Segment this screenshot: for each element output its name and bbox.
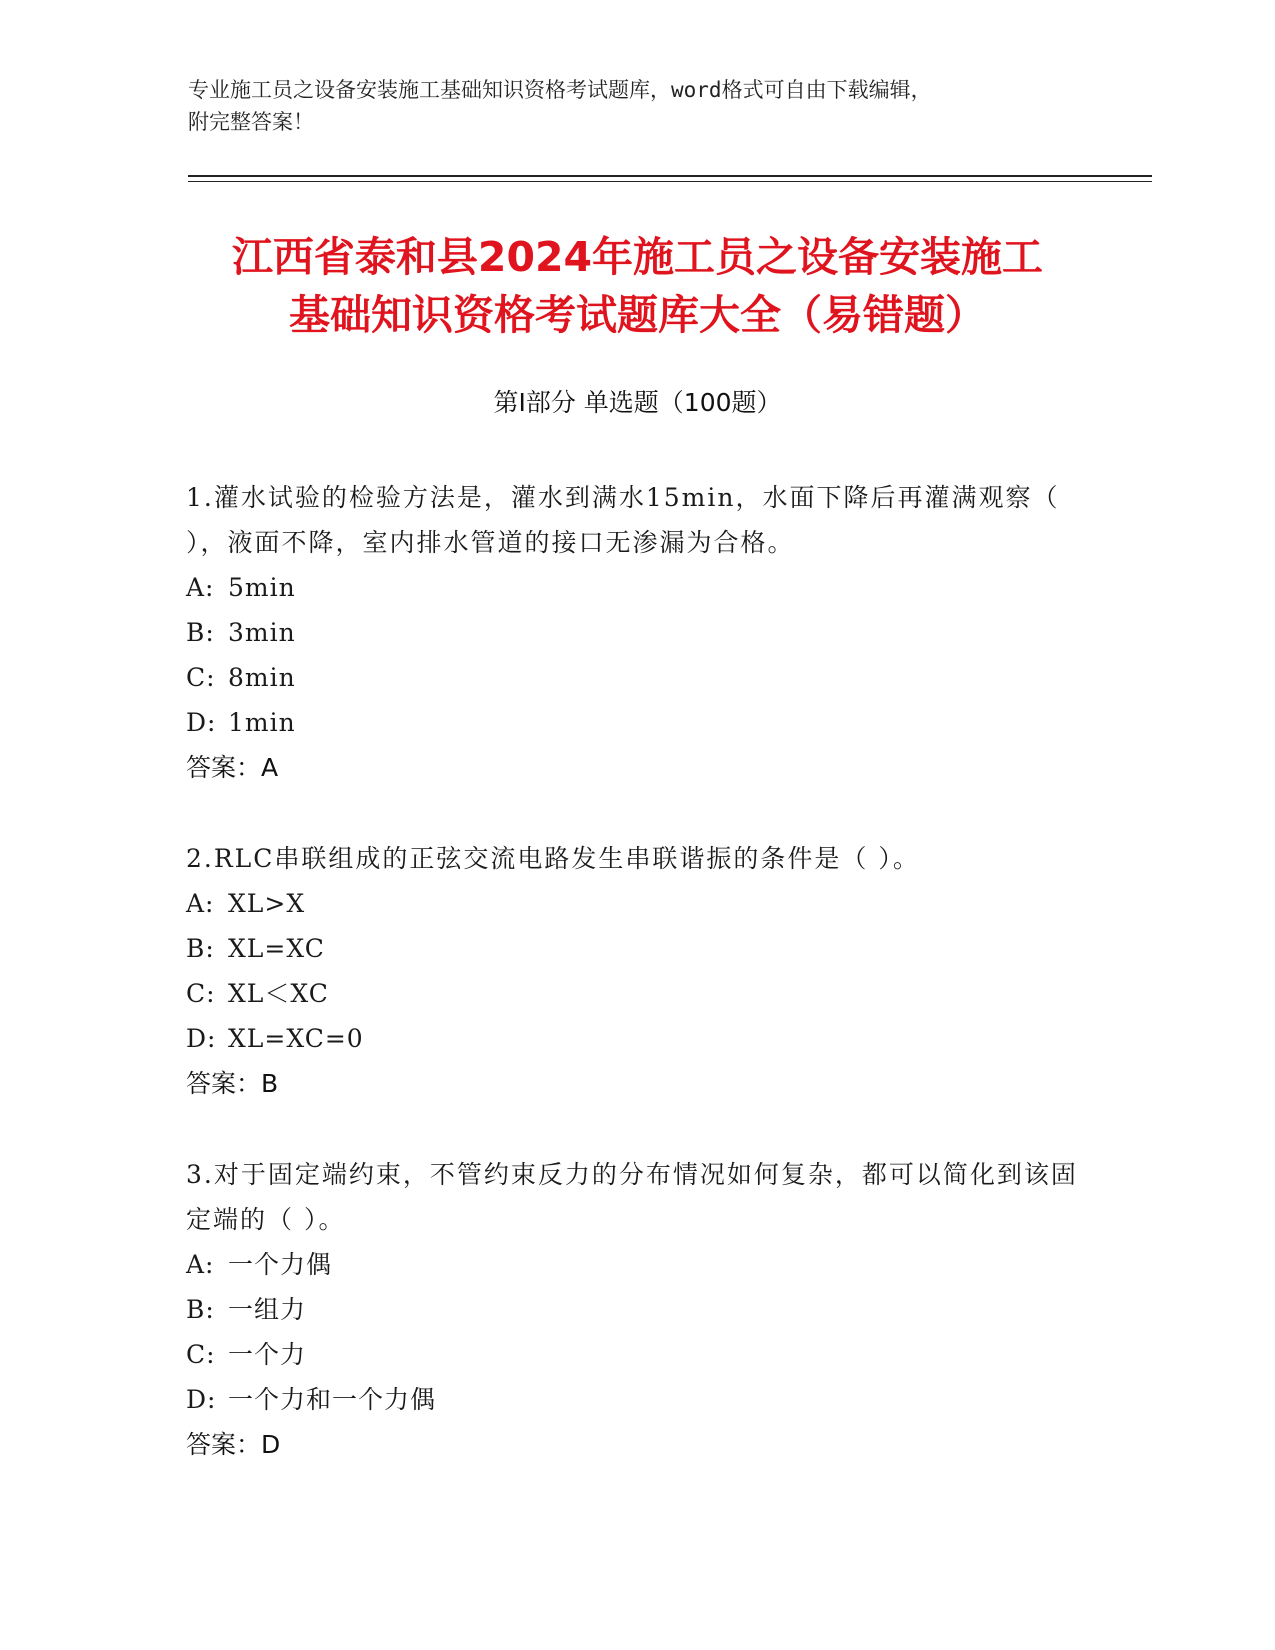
option-d: [186, 700, 1086, 745]
option-text: 1min: [228, 708, 296, 737]
question-stem: 2.RLC串联组成的正弦交流电路发生串联谐振的条件是（ ）。: [186, 844, 920, 873]
option-text: 8min: [228, 663, 296, 692]
option-a: [186, 565, 1086, 610]
option-c: [186, 1332, 1086, 1377]
header-note-line-2: 附完整答案！: [188, 110, 314, 134]
option-key: B:: [186, 934, 215, 963]
option-text: 一个力偶: [228, 1250, 333, 1279]
option-b: [186, 926, 1086, 971]
option-key: D:: [186, 1385, 217, 1414]
question-answer: 答案：D: [186, 1430, 281, 1459]
section-title: 第Ⅰ部分 单选题（100题）: [493, 388, 782, 417]
option-text: 一个力和一个力偶: [228, 1385, 437, 1414]
option-d: [186, 1016, 1086, 1061]
option-key: A:: [186, 573, 215, 602]
option-text: 一个力: [228, 1340, 307, 1369]
option-a: [186, 1242, 1086, 1287]
header-note-line-1: 专业施工员之设备安装施工基础知识资格考试题库，word格式可自由下载编辑，: [188, 78, 932, 102]
option-text: XL=XC=0: [228, 1024, 364, 1053]
question-stem: 3.对于固定端约束，不管约束反力的分布情况如何复杂，都可以简化到该固定端的（ ）。: [186, 1160, 1078, 1234]
option-c: [186, 655, 1086, 700]
question-answer: 答案：A: [186, 753, 279, 782]
option-b: [186, 610, 1086, 655]
option-text: XL>X: [228, 889, 306, 918]
option-key: D:: [186, 708, 217, 737]
question-answer: 答案：B: [186, 1069, 279, 1098]
option-text: XL=XC: [228, 934, 325, 963]
option-key: B:: [186, 618, 215, 647]
option-key: D:: [186, 1024, 217, 1053]
question-1: [186, 475, 1086, 790]
option-key: A:: [186, 1250, 215, 1279]
option-d: [186, 1377, 1086, 1422]
question-list: [186, 475, 1086, 1513]
document-title-line-1: 江西省泰和县2024年施工员之设备安装施工: [231, 233, 1044, 281]
question-2: [186, 836, 1086, 1106]
header-note: [188, 74, 1068, 138]
option-b: [186, 1287, 1086, 1332]
document-title: [150, 228, 1125, 344]
document-title-line-2: 基础知识资格考试题库大全（易错题）: [289, 291, 986, 339]
option-c: [186, 971, 1086, 1016]
option-text: 5min: [228, 573, 296, 602]
option-key: B:: [186, 1295, 215, 1324]
question-stem: 1.灌水试验的检验方法是，灌水到满水15min，水面下降后再灌满观察（ ），液面不降，室内排水管道的接口无渗漏为合格。: [186, 483, 1060, 557]
option-text: 一组力: [228, 1295, 307, 1324]
question-3: [186, 1152, 1086, 1467]
header-divider-thin: [188, 181, 1152, 182]
header-divider-thick: [188, 175, 1152, 177]
option-a: [186, 881, 1086, 926]
option-key: C:: [186, 979, 216, 1008]
option-text: XL＜XC: [228, 979, 329, 1008]
option-key: C:: [186, 1340, 216, 1369]
option-text: 3min: [228, 618, 296, 647]
option-key: A:: [186, 889, 215, 918]
option-key: C:: [186, 663, 216, 692]
